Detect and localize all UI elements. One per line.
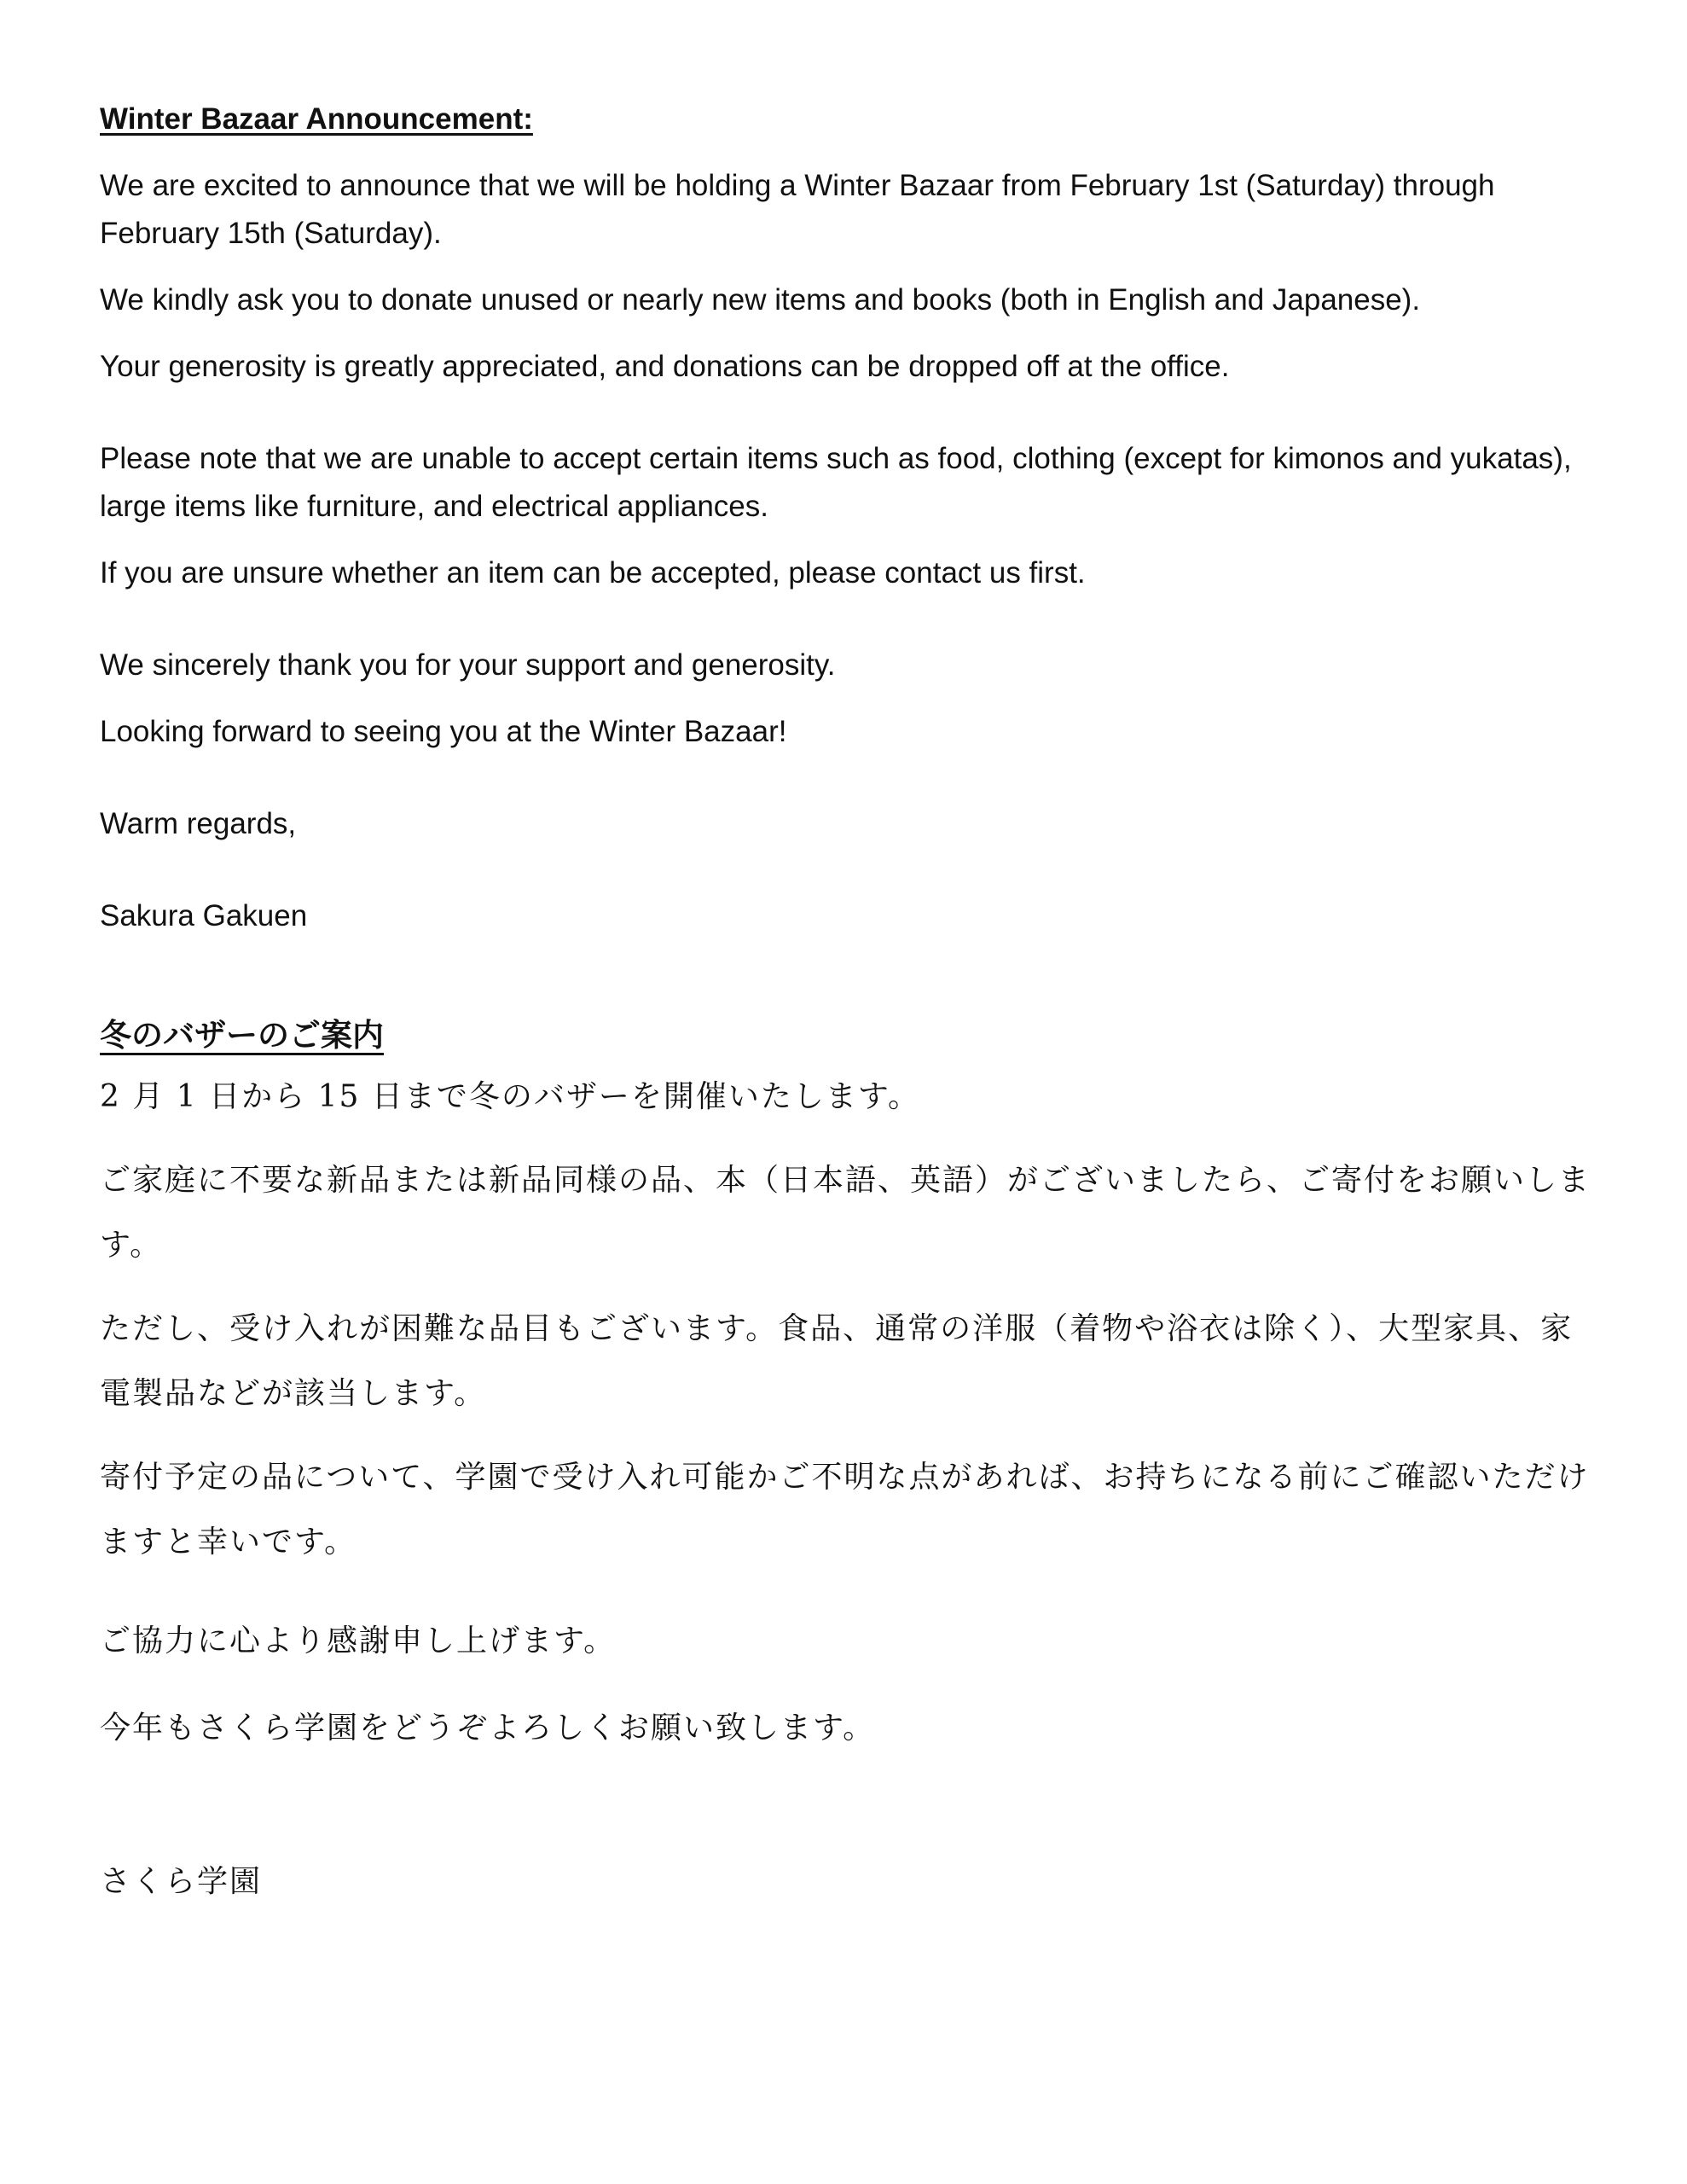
japanese-paragraph-thanks: ご協力に心より感謝申し上げます。	[100, 1623, 617, 1658]
english-heading: Winter Bazaar Announcement:	[100, 102, 533, 136]
english-paragraph-dropoff: Your generosity is greatly appreciated, and donations can be dropped off at the office.	[100, 350, 1230, 383]
japanese-paragraph-donation-request: ご家庭に不要な新品または新品同様の品、本（日本語、英語）がございましたら、ご寄付をお願いします。	[100, 1163, 1591, 1263]
english-paragraph-dates: We are excited to announce that we will be holding a Winter Bazaar from February 1st (Saturday) through February 15th (Saturday).	[100, 169, 1495, 250]
english-paragraph-restrictions: Please note that we are unable to accept certain items such as food, clothing (except for kimonos and yukatas), large items like furniture, and electrical appliances.	[100, 442, 1572, 523]
japanese-signature: さくら学園	[100, 1864, 263, 1899]
japanese-paragraph-restrictions: ただし、受け入れが困難な品目もございます。食品、通常の洋服（着物や浴衣は除く）、大型家具、家電製品などが該当します。	[100, 1311, 1574, 1411]
japanese-paragraph-dates: 2 月 1 日から 15 日まで冬のバザーを開催いたします。	[100, 1079, 920, 1114]
japanese-paragraph-regards: 今年もさくら学園をどうぞよろしくお願い致します。	[100, 1711, 876, 1745]
english-paragraph-thanks: We sincerely thank you for your support and generosity.	[100, 648, 836, 682]
japanese-paragraph-contact: 寄付予定の品について、学園で受け入れ可能かご不明な点があれば、お持ちになる前にご確認いただけますと幸いです。	[100, 1460, 1590, 1560]
english-signature: Sakura Gakuen	[100, 899, 308, 932]
english-paragraph-donation-request: We kindly ask you to donate unused or nearly new items and books (both in English and Japanese).	[100, 283, 1421, 317]
english-paragraph-looking-forward: Looking forward to seeing you at the Winter Bazaar!	[100, 715, 787, 748]
document-page	[100, 96, 1601, 1914]
english-paragraph-contact: If you are unsure whether an item can be accepted, please contact us first.	[100, 556, 1086, 590]
english-closing: Warm regards,	[100, 807, 297, 840]
japanese-heading: 冬のバザーのご案内	[100, 1017, 384, 1054]
